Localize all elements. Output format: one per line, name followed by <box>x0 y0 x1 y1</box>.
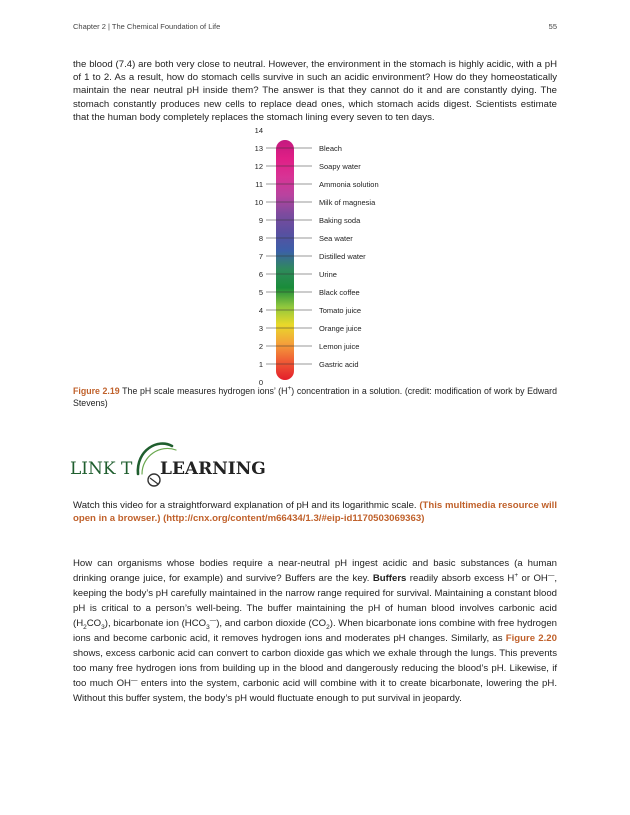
text: ), bicarbonate ion (HCO <box>104 618 207 629</box>
text: ), and carbon dioxide (CO <box>216 618 327 629</box>
ph-tick-labels <box>255 126 263 387</box>
ph-substance-label: Black coffee <box>319 288 360 297</box>
page-header <box>73 22 557 36</box>
buffer-paragraph <box>73 556 557 706</box>
subscript: 2 <box>83 623 87 631</box>
ph-tick-label: 9 <box>258 216 263 225</box>
caption-text-end: ) concentration in a solution. (credit: modification of work by Edward Stevens) <box>73 386 557 408</box>
text: ). When bicarbonate ions combine with free hydrogen ions and become carbonic acid, it removes hydrogen ions and moderates pH changes. Similarly, as <box>73 618 557 644</box>
video-intro: Watch this video for a straightforward explanation of pH and its logarithmic scale. <box>73 500 420 511</box>
subscript: 3 <box>101 623 105 631</box>
figure-2-20-link[interactable]: Figure 2.20 <box>505 633 557 644</box>
ph-substance-label: Lemon juice <box>319 342 360 351</box>
ph-substance-label: Bleach <box>319 144 342 153</box>
figure-caption <box>73 386 557 410</box>
subscript: 3 <box>206 623 210 631</box>
figure-label: Figure 2.19 <box>73 386 120 396</box>
text: readily absorb excess H <box>406 573 515 584</box>
ph-substance-label: Urine <box>319 270 337 279</box>
text: , keeping the body’s pH carefully maintained in the narrow range required for survival. Maintaining a constant blood pH is critical to a person’s well-being. The buffer maintaining the pH of human blood involves carbonic acid (H <box>73 573 558 629</box>
ph-substance-label: Sea water <box>319 234 353 243</box>
resource-note-link[interactable]: (This multimedia resource will open in a browser.) <box>73 500 558 525</box>
subscript: 2 <box>326 623 330 631</box>
ph-tick-label: 11 <box>255 180 263 189</box>
mouse-cursor-icon <box>148 474 160 486</box>
ph-tick-label: 0 <box>258 378 263 387</box>
text: How can organisms whose bodies require a near-neutral pH ingest acidic and basic substances (a human drinking orange juice, for example) and survive? Buffers are the key. <box>73 558 557 584</box>
superscript: — <box>130 676 138 684</box>
buffers-term: Buffers <box>372 573 407 584</box>
ph-substance-label: Soapy water <box>319 162 361 171</box>
ph-tick-label: 4 <box>258 306 263 315</box>
logo-text-learning: LEARNING <box>160 459 266 479</box>
ph-tick-label: 3 <box>258 324 263 333</box>
ph-tick-label: 2 <box>258 342 263 351</box>
superscript: — <box>209 616 217 624</box>
caption-superscript: + <box>287 385 292 393</box>
text: shows, excess carbonic acid can convert to carbon dioxide gas which we exhale through the lungs. This prevents too many free hydrogen ions from building up in the blood and dangerously reducing the blood’s pH. Likewise, if too much OH <box>73 648 557 689</box>
logo-text-link: LINK T <box>70 459 133 479</box>
ph-tick-label: 6 <box>258 270 263 279</box>
text: enters into the system, carbonic acid will combine with it to create bicarbonate, lowering the pH. Without this buffer system, the body’s pH would fluctuate enough to put survival in jeopardy. <box>73 678 557 704</box>
running-head: Chapter 2 | The Chemical Foundation of Life <box>73 22 221 31</box>
ph-tick-label: 14 <box>254 126 263 135</box>
link-to-learning-text <box>73 499 557 525</box>
video-url-link[interactable]: (http://cnx.org/content/m66434/1.3/#eip-id1170503069363) <box>163 513 425 525</box>
ph-substance-label: Ammonia solution <box>319 180 379 189</box>
ph-substance-label: Tomato juice <box>319 306 362 315</box>
ph-tick-label: 8 <box>258 234 263 243</box>
ph-substance-label: Baking soda <box>319 216 361 225</box>
ph-substance-label: Distilled water <box>319 252 366 261</box>
link-to-learning-logo <box>70 434 266 496</box>
caption-text: The pH scale measures hydrogen ions’ (H <box>119 386 288 396</box>
ph-substance-label: Orange juice <box>319 324 362 333</box>
ph-tick-label: 1 <box>258 360 263 369</box>
superscript: + <box>514 571 519 579</box>
ph-substance-label: Milk of magnesia <box>319 198 376 207</box>
ph-tick-label: 7 <box>258 252 263 261</box>
superscript: — <box>547 571 555 579</box>
ph-substance-label: Gastric acid <box>319 360 359 369</box>
ph-scale-figure <box>220 122 420 387</box>
ph-tick-label: 5 <box>258 288 263 297</box>
text: or OH <box>518 573 548 584</box>
text: CO <box>86 618 102 629</box>
ph-tick-label: 13 <box>254 144 263 153</box>
ph-tick-label: 12 <box>254 162 263 171</box>
ph-gradient-bar <box>276 140 294 380</box>
ph-tick-label: 10 <box>254 198 263 207</box>
page-number: 55 <box>548 22 557 31</box>
intro-paragraph: the blood (7.4) are both very close to neutral. However, the environment in the stomach is highly acidic, with a pH of 1 to 2. As a result, how do stomach cells survive in such an acidic environment? How do they homeostatically maintain the near neutral pH inside them? The answer is that they cannot do it and are constantly dying. The stomach constantly produces new cells to replace dead ones, which stomach acids digest. Scientists estimate that the human body completely replaces the stomach lining every seven to ten days. <box>73 59 557 123</box>
